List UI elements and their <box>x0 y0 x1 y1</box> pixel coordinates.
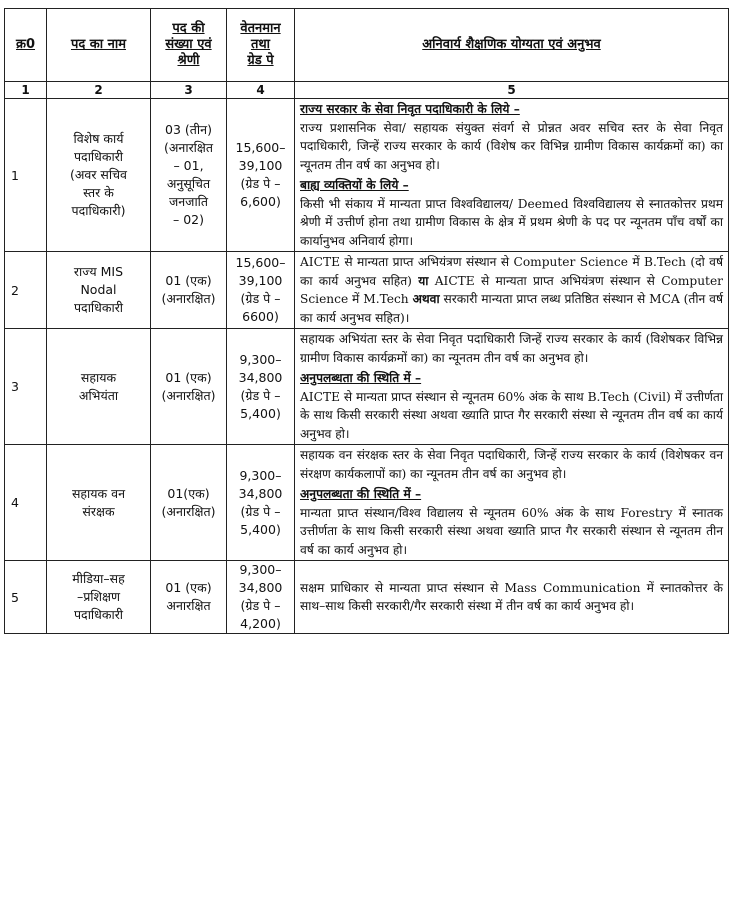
posts-table <box>4 8 729 634</box>
header-post-count: पद की संख्या एवं श्रेणी <box>151 9 227 82</box>
qualification-text: सरकारी मान्यता प्राप्त लब्ध प्रतिष्ठित संस्थान से MCA (तीन वर्ष का कार्य अनुभव सहित)। <box>300 292 724 325</box>
header-qualification: अनिवार्य शैक्षणिक योग्यता एवं अनुभव <box>295 9 729 82</box>
post-count: 03 (तीन) (अनारक्षित – 01, अनुसूचित जनजाति – 02) <box>151 99 227 252</box>
keyword-or: अथवा <box>412 292 440 306</box>
post-count: 01(एक) (अनारक्षित) <box>151 445 227 561</box>
table-row <box>5 99 729 252</box>
table-header-row <box>5 9 729 82</box>
keyword-or: या <box>418 273 429 288</box>
qualification-text: AICTE से मान्यता प्राप्त अभियंत्रण संस्थान से Computer Science में B.Tech (दो वर्ष का कार्य अनुभव सहित) <box>300 255 723 288</box>
qualification-heading: बाह्य व्यक्तियों के लिये – <box>300 178 409 192</box>
post-count: 01 (एक) (अनारक्षित) <box>151 252 227 329</box>
qualification-text: किसी भी संकाय में मान्यता प्राप्त विश्वविद्यालय/ Deemed विश्वविद्यालय से स्नातकोत्तर प्रथम श्रेणी में उत्तीर्ण होना तथा ग्रामीण विकास के क्षेत्र में प्रथम श्रेणी के पद पर न्यूनतम पाँच वर्षों का कार्यानुभव अनिवार्य होगा। <box>300 196 723 248</box>
post-name: सहायक वन संरक्षक <box>47 445 151 561</box>
column-number-row <box>5 82 729 99</box>
pay-scale: 9,300– 34,800 (ग्रेड पे – 5,400) <box>227 329 295 445</box>
qualification <box>295 99 729 252</box>
qualification-text: सक्षम प्राधिकार से मान्यता प्राप्त संस्थान से Mass Communication में स्नातकोत्तर के साथ–साथ किसी सरकारी/गैर सरकारी संस्था में तीन वर्ष का कार्य अनुभव हो। <box>300 580 723 613</box>
qualification-text: मान्यता प्राप्त संस्थान/विश्व विद्यालय से न्यूनतम 60% अंक के साथ Forestry में स्नातक उत्तीर्णता के साथ किसी सरकारी संस्था अथवा ख्याति प्राप्त गैर सरकारी संस्थान से न्यूनतम तीन वर्ष का कार्य अनुभव हो। <box>300 505 723 557</box>
qualification <box>295 329 729 445</box>
qualification-text: AICTE से मान्यता प्राप्त अभियंत्रण संस्थान से Computer Science में M.Tech <box>300 273 723 306</box>
post-name: राज्य MIS Nodal पदाधिकारी <box>47 252 151 329</box>
qualification-heading: अनुपलब्धता की स्थिति में – <box>300 487 422 501</box>
qualification-text: AICTE से मान्यता प्राप्त संस्थान से न्यूनतम 60% अंक के साथ B.Tech (Civil) में उत्तीर्णता के साथ किसी सरकारी संस्था अथवा ख्याति प्राप्त गैर सरकारी संस्था से न्यूनतम तीन वर्ष का कार्य अनुभव हो। <box>300 389 723 441</box>
qualification <box>295 252 729 329</box>
post-name: विशेष कार्य पदाधिकारी (अवर सचिव स्तर के पदाधिकारी) <box>47 99 151 252</box>
row-serial: 2 <box>5 252 47 329</box>
post-name: सहायक अभियंता <box>47 329 151 445</box>
pay-scale: 15,600– 39,100 (ग्रेड पे – 6,600) <box>227 99 295 252</box>
post-name: मीडिया–सह –प्रशिक्षण पदाधिकारी <box>47 561 151 634</box>
table-row <box>5 329 729 445</box>
qualification-text: राज्य प्रशासनिक सेवा/ सहायक संयुक्त संवर्ग से प्रोन्नत अवर सचिव स्तर के सेवा निवृत पदाधिकारी, जिन्हें राज्य सरकार के कार्य (विशेष कर विभिन्न ग्रामीण विकास कार्यक्रमों का) का न्यूनतम तीन वर्ष का अनुभव हो। <box>300 120 723 172</box>
row-serial: 1 <box>5 99 47 252</box>
post-count: 01 (एक) अनारक्षित <box>151 561 227 634</box>
qualification-heading: राज्य सरकार के सेवा निवृत पदाधिकारी के लिये – <box>300 102 520 116</box>
qualification-text: सहायक अभियंता स्तर के सेवा निवृत पदाधिकारी जिन्हें राज्य सरकार के कार्य (विशेषकर विभिन्न ग्रामीण विकास कार्यक्रमों का) का न्यूनतम तीन वर्ष का अनुभव हो। <box>300 332 723 365</box>
column-number: 2 <box>47 82 151 99</box>
pay-scale: 9,300– 34,800 (ग्रेड पे – 4,200) <box>227 561 295 634</box>
table-row <box>5 445 729 561</box>
qualification <box>295 561 729 634</box>
pay-scale: 15,600– 39,100 (ग्रेड पे – 6600) <box>227 252 295 329</box>
column-number: 3 <box>151 82 227 99</box>
column-number: 4 <box>227 82 295 99</box>
post-count: 01 (एक) (अनारक्षित) <box>151 329 227 445</box>
qualification-text: सहायक वन संरक्षक स्तर के सेवा निवृत पदाधिकारी, जिन्हें राज्य सरकार के कार्य (विशेषकर वन संरक्षण कार्यकलापों का) का न्यूनतम तीन वर्ष का अनुभव हो। <box>300 448 723 481</box>
row-serial: 3 <box>5 329 47 445</box>
header-serial: क्र0 <box>5 9 47 82</box>
table-row <box>5 252 729 329</box>
row-serial: 5 <box>5 561 47 634</box>
column-number: 5 <box>295 82 729 99</box>
header-pay-scale: वेतनमान तथा ग्रेड पे <box>227 9 295 82</box>
header-post-name: पद का नाम <box>47 9 151 82</box>
qualification <box>295 445 729 561</box>
row-serial: 4 <box>5 445 47 561</box>
qualification-heading: अनुपलब्धता की स्थिति में – <box>300 371 422 385</box>
pay-scale: 9,300– 34,800 (ग्रेड पे – 5,400) <box>227 445 295 561</box>
column-number: 1 <box>5 82 47 99</box>
table-row <box>5 561 729 634</box>
